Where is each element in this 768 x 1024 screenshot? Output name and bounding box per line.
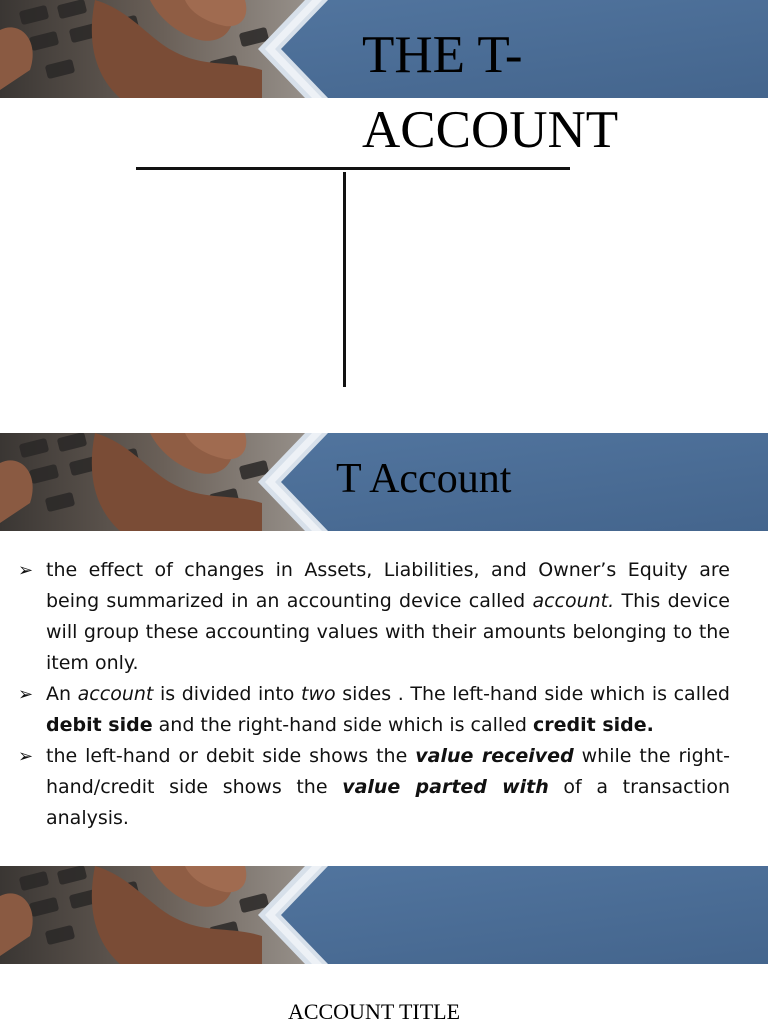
t-account-divider [343, 172, 346, 387]
bullet-text-run: debit side [46, 714, 153, 736]
arrow-bullet-icon: ➢ [18, 746, 34, 767]
bullet-text-run: two [301, 683, 336, 705]
bullet-item [18, 741, 730, 834]
title-banner [0, 866, 768, 964]
bullet-text-run: the left-hand or debit side shows the [46, 745, 416, 767]
arrow-bullet-icon: ➢ [18, 684, 34, 705]
bullet-item [18, 679, 730, 741]
bullet-text-run: is divided into [153, 683, 302, 705]
bullet-text-run: account. [532, 590, 615, 612]
bullet-list [18, 555, 730, 834]
bullet-text-run: account [77, 683, 154, 705]
slide-title: T Account [336, 456, 512, 502]
bullet-text-run: An [46, 683, 78, 705]
bullet-text-run: sides . The left-hand side which is called [335, 683, 730, 705]
arrow-bullet-icon: ➢ [18, 560, 34, 581]
slide-title [362, 18, 762, 168]
bullet-text-run: of a transaction analysis. [46, 776, 731, 829]
hands-on-keyboard-photo-icon [0, 866, 768, 964]
slide-account-title [0, 866, 768, 1024]
bullet-item [18, 555, 730, 679]
account-title-label: ACCOUNT TITLE [287, 999, 461, 1024]
bullet-text-run: value parted with [342, 776, 549, 798]
bullet-text-run: while the right-hand/credit side shows the [46, 745, 730, 798]
t-account-top-bar [136, 167, 570, 170]
bullet-text-run: credit side. [533, 714, 654, 736]
bullet-text-run: value received [415, 745, 574, 767]
slide-t-account-explanation [0, 433, 768, 865]
title-line-2: ACCOUNT [362, 101, 619, 159]
slide-the-t-account [0, 0, 768, 432]
title-line-1: THE T- [362, 26, 523, 84]
bullet-text-run: This device will group these accounting values with their amounts belonging to the item only. [46, 590, 730, 674]
bullet-text-run: and the right-hand side which is called [152, 714, 533, 736]
bullet-text-run: the effect of changes in Assets, Liabilities, and Owner’s Equity are being summarized in an accounting device called [46, 559, 730, 612]
